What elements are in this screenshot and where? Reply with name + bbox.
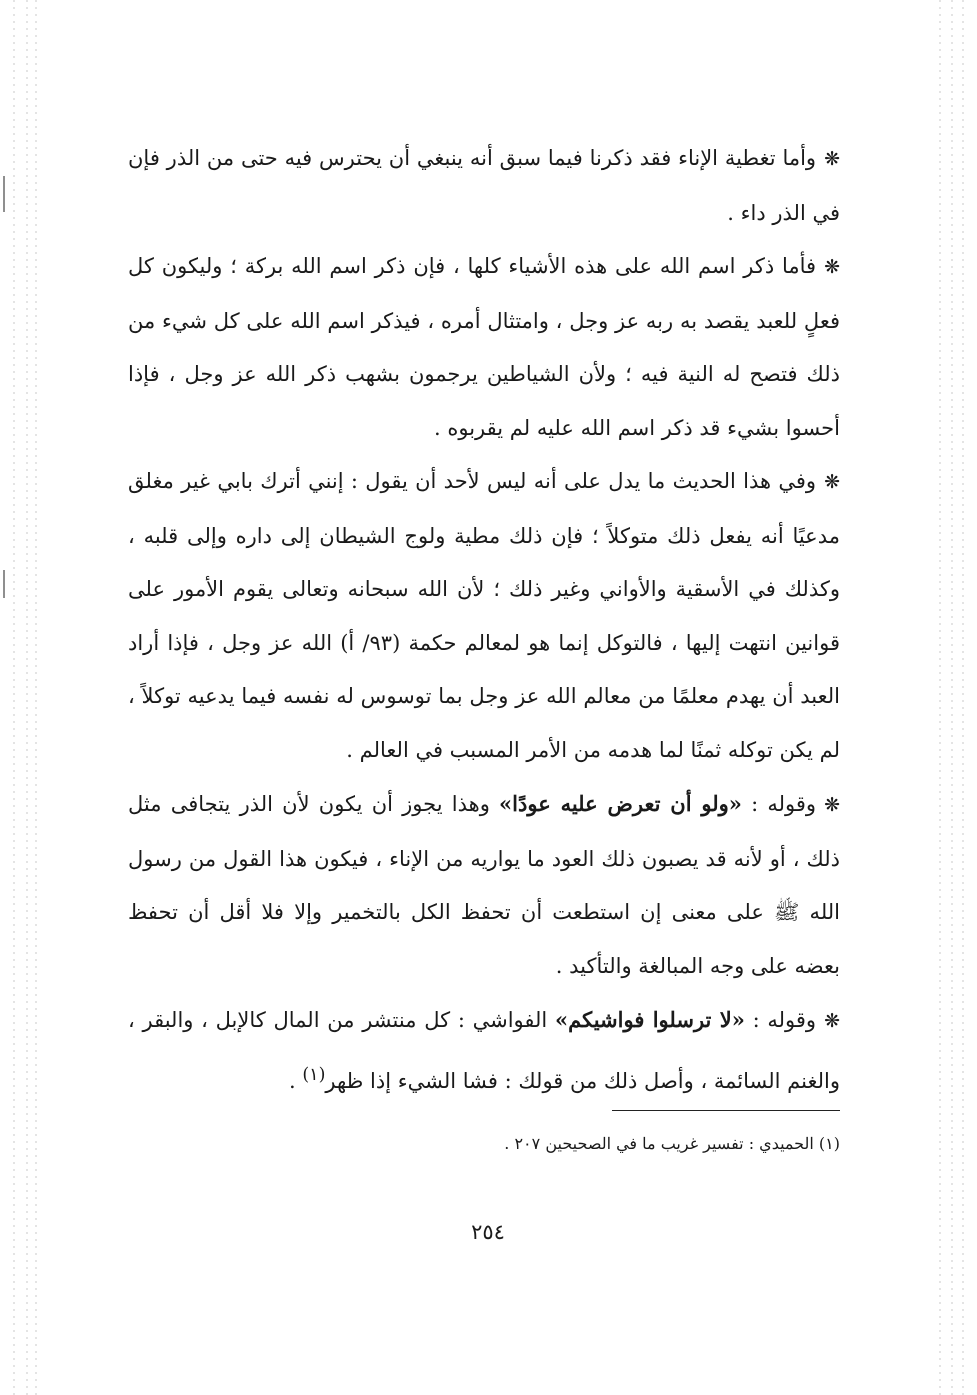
paragraph-tawakkul <box>128 455 840 777</box>
footnote-divider <box>612 1110 840 1111</box>
bullet-star-icon: ❋ <box>824 148 840 170</box>
paragraph-stick-over-vessel <box>128 777 840 993</box>
paragraph-lead-in: وقوله : <box>741 792 817 816</box>
paragraph-text: وأما تغطية الإناء فقد ذكرنا فيما سبق أنه ينبغي أن يحترس فيه حتى من الذر فإن في الذر داء . <box>128 146 840 225</box>
bullet-star-icon: ❋ <box>824 1010 840 1032</box>
paragraph-lead-in: وقوله : <box>744 1008 817 1032</box>
bullet-star-icon: ❋ <box>824 794 840 816</box>
footnote-reference: (١) <box>302 1064 326 1085</box>
bullet-star-icon: ❋ <box>824 256 840 278</box>
paragraph-text: وهذا يجوز أن يكون لأن الذر يتجافى مثل ذلك ، أو لأنه قد يصبون ذلك العود ما يواريه من الإناء ، فيكون هذا القول من رسول الله ﷺ على معنى إن استطعت أن تحفظ الكل بالتخمير وإلا فلا أقل أن تحفظ بعضه على وجه المبالغة والتأكيد . <box>128 792 840 978</box>
paragraph-text: فأما ذكر اسم الله على هذه الأشياء كلها ، فإن ذكر اسم الله بركة ؛ وليكون كل فعلٍ للعبد يقصد به ربه عز وجل ، وامتثال أمره ، فيذكر اسم الله على كل شيء من ذلك فتصح له النية فيه ؛ ولأن الشياطين يرجمون بشهب ذكر الله عز وجل ، فإذا أحسوا بشيء قد ذكر اسم الله عليه لم يقربوه . <box>128 254 840 440</box>
hadith-quote: «لا ترسلوا فواشيكم» <box>555 1007 745 1032</box>
paragraph-lid-covering <box>128 132 840 240</box>
bullet-star-icon: ❋ <box>824 471 840 493</box>
footnote: (١) الحميدي : تفسير غريب ما في الصحيحين ٢٠٧ . <box>504 1134 840 1153</box>
paragraph-basmala <box>128 240 840 455</box>
hadith-quote: «ولو أن تعرض عليه عودًا» <box>499 791 742 816</box>
paragraph-fawashi <box>128 993 840 1108</box>
paragraph-text: الفواشي : كل منتشر من المال كالإبل ، والبقر ، والغنم السائمة ، وأصل ذلك من قولك : فشا الشيء إذا ظهر <box>128 1008 840 1093</box>
page-body <box>128 132 840 1108</box>
paragraph-end: . <box>288 1068 303 1093</box>
paragraph-text: وفي هذا الحديث ما يدل على أنه ليس لأحد أن يقول : إنني أترك بابي غير مغلق مدعيًا أنه يفعل ذلك متوكلاً ؛ فإن ذلك مطية ولوج الشيطان إلى داره وإلى قلبه ، وكذلك في الأسقية والأواني وغير ذلك ؛ لأن الله سبحانه وتعالى يقوم الأمور على قوانين انتهت إليها ، فالتوكل إنما هو لمعالم حكمة (٩٣/ أ) الله عز وجل ، فإذا أراد العبد أن يهدم معلمًا من معالم الله عز وجل بما توسوس له نفسه فيما يدعيه توكلاً ، لم يكن توكله ثمنًا لما هدمه من الأمر المسبب في العالم . <box>128 469 840 762</box>
page-number: ٢٥٤ <box>471 1220 505 1244</box>
